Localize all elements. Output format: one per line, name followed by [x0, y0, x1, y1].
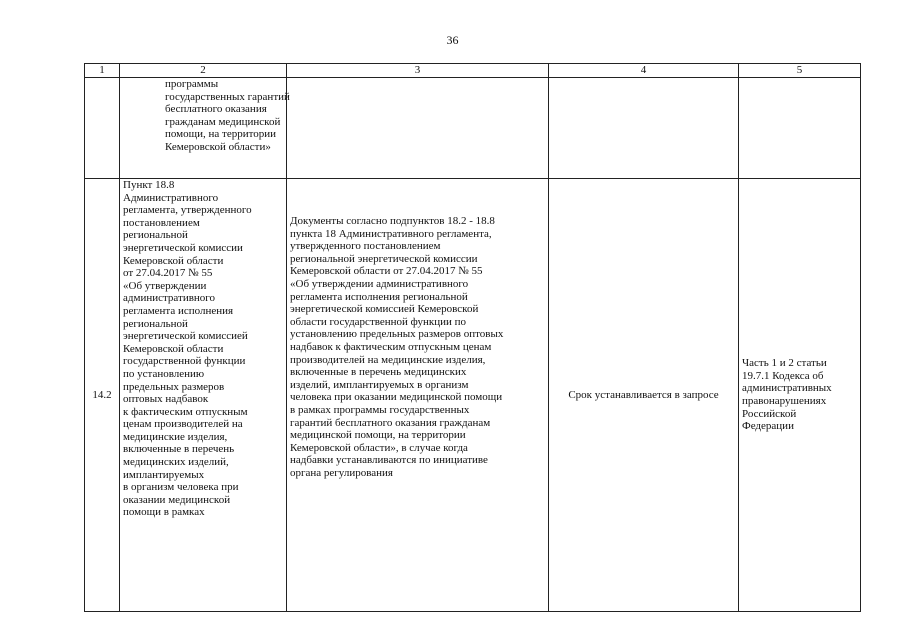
- text-line: медицинские изделия,: [123, 430, 228, 443]
- text-line: по установлению: [123, 367, 205, 380]
- text-line: человека при оказании медицинской помощи: [290, 391, 503, 404]
- text-line: региональной: [123, 317, 188, 330]
- text-line: энергетической комиссией: [123, 330, 248, 343]
- text-line: от 27.04.2017 № 55: [123, 267, 213, 280]
- text-line: установлению предельных размеров оптовых: [290, 328, 504, 341]
- liability-cell: [739, 179, 861, 612]
- text-line: производителей на медицинские изделия,: [290, 353, 486, 366]
- text-line: помощи в рамках: [123, 506, 205, 519]
- text-line: в организм человека при: [123, 481, 239, 494]
- table-row-continuation: [85, 78, 861, 179]
- text-line: государственной функции: [123, 355, 246, 368]
- cont-col-1: [85, 78, 120, 179]
- text-line: гражданам медицинской: [165, 115, 281, 128]
- text-line: «Об утверждении: [123, 279, 207, 292]
- text-line: органа регулирования: [290, 466, 393, 479]
- text-line: Документы согласно подпунктов 18.2 - 18.8: [290, 215, 495, 227]
- text-line: Кемеровской области», в случае когда: [290, 441, 468, 454]
- text-line: в рамках программы государственных: [290, 403, 470, 416]
- text-line: области государственной функции по: [290, 315, 467, 328]
- header-col-4: 4: [549, 64, 739, 78]
- text-line: региональной энергетической комиссии: [290, 252, 478, 265]
- text-line: Кемеровской области от 27.04.2017 № 55: [290, 265, 483, 278]
- text-line: пункта 18 Административного регламента,: [290, 227, 492, 240]
- clause-reference-cell: [120, 179, 287, 612]
- text-line: изделий, имплантируемых в организм: [290, 378, 469, 391]
- table-row-14-2: [85, 179, 861, 612]
- text-line: энергетической комиссии: [123, 241, 243, 254]
- text-line: имплантируемых: [123, 468, 205, 481]
- text-line: Федерации: [742, 420, 794, 433]
- text-line: включенные в перечень медицинских: [290, 366, 467, 379]
- text-line: Административного: [123, 191, 219, 204]
- text-line: Пункт 18.8: [123, 179, 175, 191]
- cont-col-5: [739, 78, 861, 179]
- text-line: постановлением: [123, 216, 200, 229]
- text-line: включенные в перечень: [123, 443, 235, 456]
- text-line: Часть 1 и 2 статьи: [742, 357, 827, 370]
- text-line: «Об утверждении административного: [290, 277, 469, 290]
- text-line: Кемеровской области»: [165, 140, 271, 153]
- text-line: предельных размеров: [123, 380, 225, 393]
- text-line: оптовых надбавок: [123, 393, 209, 406]
- cont-col-3: [287, 78, 549, 179]
- text-line: административных: [742, 382, 832, 395]
- text-line: надбавок к фактическим отпускным ценам: [290, 340, 492, 353]
- text-line: 19.7.1 Кодекса об: [742, 369, 824, 382]
- documents-cell: [287, 179, 549, 612]
- deadline-text: Срок устанавливается в запросе: [568, 388, 719, 401]
- text-line: региональной: [123, 229, 188, 242]
- header-col-2: 2: [120, 64, 287, 78]
- row-number: 14.2: [85, 179, 120, 612]
- text-line: Российской: [742, 407, 797, 420]
- text-line: программы: [165, 78, 219, 90]
- text-line: ценам производителей на: [123, 418, 243, 431]
- header-col-1: 1: [85, 64, 120, 78]
- text-line: регламента исполнения: [123, 304, 234, 317]
- text-line: надбавки устанавливаются по инициативе: [290, 454, 488, 467]
- document-table: [84, 63, 861, 612]
- deadline-cell: [549, 179, 739, 612]
- text-line: помощи, на территории: [165, 128, 277, 141]
- text-line: энергетической комиссией Кемеровской: [290, 303, 479, 316]
- text-line: оказании медицинской: [123, 493, 231, 506]
- text-line: к фактическим отпускным: [123, 405, 248, 418]
- header-col-5: 5: [739, 64, 861, 78]
- table-header-row: [85, 64, 861, 78]
- text-line: медицинских изделий,: [123, 456, 229, 469]
- text-line: бесплатного оказания: [165, 103, 267, 116]
- page-number: 36: [446, 33, 459, 47]
- cont-col-2: [120, 78, 290, 179]
- text-line: регламента исполнения региональной: [290, 290, 468, 303]
- text-line: правонарушениях: [742, 395, 827, 407]
- text-line: государственных гарантий: [165, 90, 290, 103]
- text-line: Кемеровской области: [123, 342, 224, 355]
- text-line: Кемеровской области: [123, 254, 224, 267]
- text-line: утвержденного постановлением: [290, 240, 441, 253]
- cont-col-4: [549, 78, 739, 179]
- text-line: регламента, утвержденного: [123, 204, 252, 217]
- text-line: гарантий бесплатного оказания гражданам: [290, 416, 491, 429]
- header-col-3: 3: [287, 64, 549, 78]
- text-line: медицинской помощи, на территории: [290, 429, 466, 442]
- text-line: административного: [123, 292, 216, 305]
